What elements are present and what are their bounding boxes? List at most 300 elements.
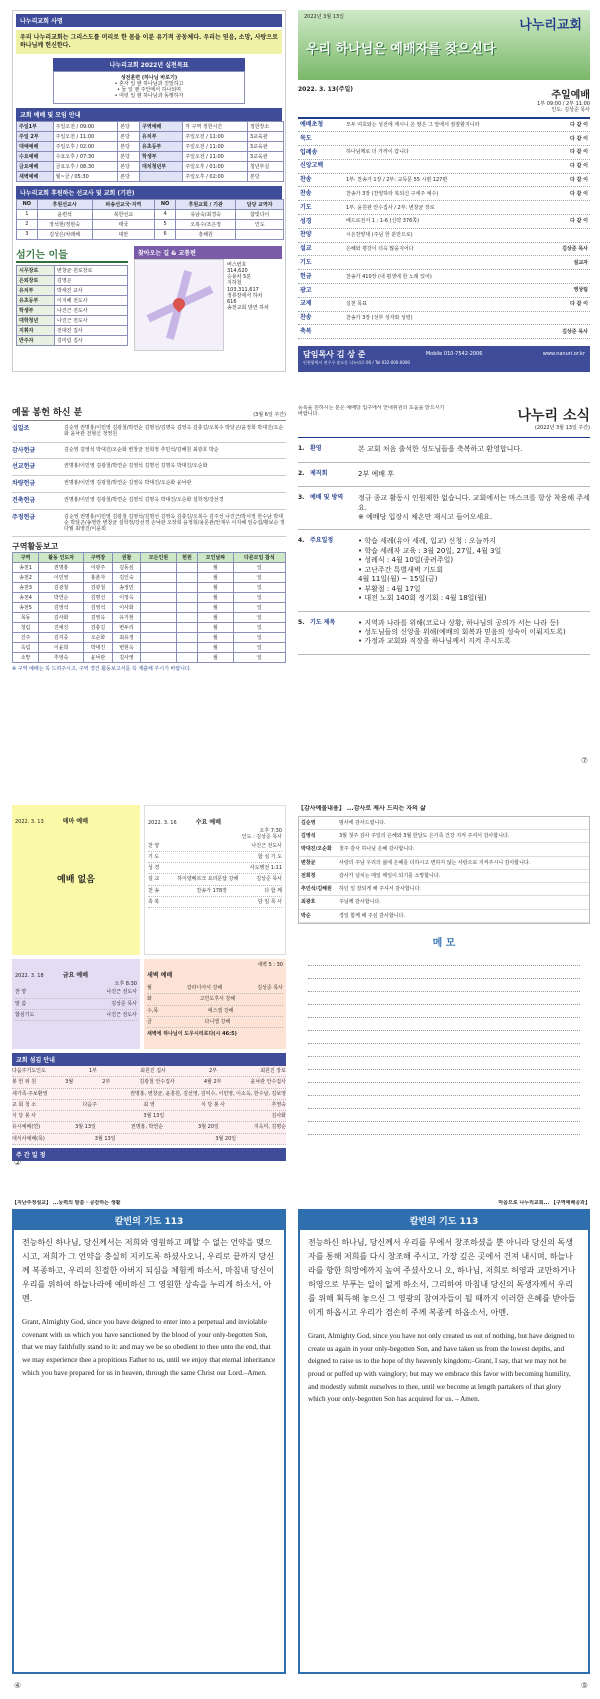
- staff-role: 시무장로: [17, 265, 55, 275]
- worship-cell: 주일오전 / 11:00: [183, 151, 248, 161]
- order-content: 찬송가 3장 (찬양하라 복되신 구세주 예수): [346, 190, 439, 197]
- fri-cell: 찬 양: [15, 989, 27, 996]
- dawn-verse: 새벽에 하나님이 도우시리로다(시 46:5): [147, 1031, 237, 1037]
- theme-worship-panel: [12, 805, 140, 955]
- report-cell: 월: [198, 583, 234, 593]
- wed-cell: 찬송가 178장: [196, 887, 228, 894]
- mission-row: [17, 219, 284, 229]
- duty-row: [12, 1100, 286, 1111]
- order-list: [298, 117, 590, 340]
- report-cell: 김사영: [112, 653, 140, 663]
- order-row: [298, 270, 590, 284]
- dawn-row: [147, 994, 283, 1005]
- sun-date: 2022. 3. 13: [15, 819, 44, 825]
- offering-type: 주정헌금: [12, 513, 36, 521]
- dawn-cell: 김상준 목사: [257, 985, 283, 991]
- staff-name: 김영곤: [55, 275, 128, 285]
- report-row: [13, 623, 286, 633]
- report-head-cell: 모든인원: [141, 553, 177, 563]
- order-row: [298, 119, 590, 133]
- report-cell: [141, 563, 177, 573]
- service-date: 2022. 3. 13(주일): [298, 86, 354, 93]
- thanks-item: [299, 843, 589, 856]
- worship-table: [16, 121, 284, 182]
- memo-line: [308, 979, 580, 992]
- staff-role: 학생부: [17, 305, 55, 315]
- news-body: 2부 예배 후: [358, 469, 394, 478]
- offering-row: [12, 459, 286, 476]
- report-cell: 일: [233, 593, 285, 603]
- offering-type: 건축헌금: [12, 496, 36, 504]
- mission-cell: 윤련석: [37, 209, 92, 219]
- report-cell: 일: [233, 653, 285, 663]
- duty-cell: 다음주: [82, 1101, 97, 1108]
- order-content: 1부: 찬송가 1장 / 2부: 교독문 55 시편 127편: [346, 176, 448, 183]
- duty-cell: 추영숙: [271, 1101, 286, 1108]
- order-content: 하나님께로 더 가까이 갑니다: [346, 149, 409, 156]
- wed-row: [148, 886, 282, 897]
- worship-cell: 3교육관: [247, 151, 283, 161]
- slogan: 우리 하나님은 예배자를 찾으신다: [306, 42, 496, 57]
- report-cell: [141, 573, 177, 583]
- wednesday-panel: [144, 805, 286, 955]
- mission-cell: 4: [155, 209, 176, 219]
- mission-head-cell: NO: [155, 199, 176, 209]
- mission-cell: 김성은/차래해: [37, 229, 92, 239]
- report-cell: 변현옥: [112, 643, 140, 653]
- memo-line: [308, 1018, 580, 1031]
- staff-name: 변창균 원로장로: [55, 265, 128, 275]
- map-info-line: 314,620: [227, 267, 248, 274]
- duty-cell: 김광철 안수집사: [139, 1079, 175, 1086]
- staff-row: [17, 285, 128, 295]
- dawn-cell: 수,목: [147, 1007, 159, 1014]
- prayer-title: 칼빈의 기도 113: [14, 1211, 284, 1230]
- offering-row: [12, 510, 286, 538]
- report-cell: 이민영: [39, 573, 84, 583]
- page-3: [12, 405, 286, 765]
- report-cell: [176, 653, 197, 663]
- duty-cell: 3월 13일: [75, 1124, 96, 1131]
- memo-line: [308, 966, 580, 979]
- report-cell: 김영옥: [84, 613, 112, 623]
- offering-type: 감사헌금: [12, 446, 36, 454]
- worship-row: [17, 161, 284, 171]
- offering-names: 권명홍/이민영 김광철/박연순 김영석 김명선 김명옥 박대진/오순화: [64, 463, 208, 470]
- thanks-name: 추민석/김혜원: [301, 886, 332, 893]
- worship-cell: 주일오후 / 01:00: [183, 161, 248, 171]
- report-cell: 월: [198, 643, 234, 653]
- prayer-title: 칼빈의 기도 113: [300, 1211, 588, 1230]
- mission-cell: 태국: [92, 219, 155, 229]
- report-cell: 목동: [13, 613, 39, 623]
- dawn-time: 새벽 5 : 30: [257, 962, 283, 968]
- mission-cell: 1: [17, 209, 38, 219]
- dawn-cell: 월: [147, 985, 152, 991]
- worship-cell: 구역예배: [140, 121, 183, 131]
- memo-line: [308, 1044, 580, 1057]
- duty-row: [12, 1134, 286, 1145]
- fri-row: [15, 1010, 137, 1021]
- order-label: 찬송: [300, 189, 312, 197]
- staff-row: [17, 315, 128, 325]
- worship-cell: 수요오후 / 07:30: [53, 151, 118, 161]
- report-cell: 월: [198, 603, 234, 613]
- mission-cell: 북한선교: [92, 209, 155, 219]
- duty-cell: 다음주기도인도: [12, 1068, 46, 1074]
- wed-cell: 설 교: [148, 876, 160, 883]
- worship-cell: 본당: [118, 141, 140, 151]
- news-item: [298, 612, 590, 655]
- news-intro: 등록을 원하시는 분은 예배당 입구에서 안내위원의 도움을 받으시기 바랍니다.: [298, 405, 445, 418]
- report-head-cell: 모인날짜: [198, 553, 234, 563]
- report-cell: 김명선: [84, 593, 112, 603]
- order-leader: 김상준 목사: [562, 328, 588, 335]
- news-heading: 기도 제목: [310, 618, 336, 626]
- mission-cell: 인도: [236, 219, 284, 229]
- news-body: • 지역과 나라를 위해(코로나 상황, 하나님의 공의가 서는 나라 등) • 성도님들의 신앙을 위해(예배의 회복과 믿음의 성숙이 이뤄지도록) • 가정과 교회와 직장을 하나님께서 지켜 주시도록: [358, 618, 566, 646]
- report-cell: 송천3: [13, 583, 39, 593]
- news-body: 정규 종교 활동시 인원제한 없습니다. 교회에서는 마스크를 항상 착용해 주세요. ※ 예배당 입장시 체온만 재시고 들어오세요.: [358, 494, 590, 521]
- mission-cell: 대만: [92, 229, 155, 239]
- report-cell: [176, 623, 197, 633]
- worship-cell: 수요예배: [17, 151, 54, 161]
- worship-cell: 주일오전 / 11:00: [53, 131, 118, 141]
- worship-cell: 주일오전 / 11:00: [183, 141, 248, 151]
- order-row: [298, 132, 590, 146]
- fri-cell: 나진근 전도사: [106, 989, 137, 996]
- report-table: [12, 552, 286, 663]
- order-label: 설교: [300, 245, 312, 253]
- mission-table: [16, 199, 284, 240]
- map-info-line: 승용차 5분: [227, 274, 252, 281]
- map-info-line: 616: [227, 299, 237, 306]
- duty-row: [12, 1066, 286, 1077]
- offering-type: 십일조: [12, 425, 30, 432]
- duty-cell: 식 당 봉 사: [201, 1101, 226, 1108]
- page-number: ⑦: [580, 756, 588, 765]
- memo-line: [308, 1083, 580, 1096]
- dawn-cell: 다니엘 강해: [204, 1018, 231, 1025]
- worship-cell: 유초등부: [140, 141, 183, 151]
- report-title: 구역활동보고: [12, 542, 59, 552]
- dawn-row: [147, 1017, 283, 1028]
- dawn-row: [147, 1006, 283, 1017]
- offering-date: (3월 6일 주간): [253, 411, 286, 418]
- staff-table: [16, 265, 128, 346]
- staff-name: 전대진 집사: [55, 325, 128, 335]
- duty-cell: 최 영: [143, 1101, 155, 1108]
- thanks-text: 범사에 감사드립니다.: [339, 819, 386, 826]
- prayer-box: [298, 1209, 590, 1674]
- mission-row: [17, 229, 284, 239]
- mission-cell: 5: [155, 219, 176, 229]
- staff-role: 대학청년: [17, 315, 55, 325]
- worship-cell: 정한장소: [247, 121, 283, 131]
- report-cell: 진주: [13, 633, 39, 643]
- report-cell: 월: [198, 563, 234, 573]
- worship-cell: 대예예배: [17, 141, 54, 151]
- goal-line: • 혼자 일 땐 하나님과 친밀하고: [114, 80, 184, 87]
- mission-text: 우리 나누리교회는 그리스도를 머리로 한 몸을 이룬 유기적 공동체다. 우리는 믿음, 소망, 사랑으로 하나님께 헌신한다.: [16, 30, 282, 54]
- report-cell: 홍춘자: [84, 573, 112, 583]
- duty-cell: 최원진 장로: [260, 1068, 286, 1074]
- order-leader: 다 같 이: [570, 190, 588, 197]
- dawn-cell: 갈라디아서 강해: [186, 985, 223, 991]
- staff-title: 섬기는 이들: [16, 246, 128, 263]
- worship-cell: 청년부실: [247, 161, 283, 171]
- order-row: [298, 243, 590, 257]
- website-link[interactable]: www.nanuri.or.kr: [542, 351, 585, 358]
- map-info-line: 정류장에서 하차: [227, 292, 263, 299]
- thanks-text: 첫주 감사 하나님 은혜 감사합니다.: [339, 846, 415, 853]
- report-cell: [141, 643, 177, 653]
- duty-cell: 교 회 청 소: [12, 1101, 37, 1108]
- duty-cell: 3월 13일: [94, 1135, 116, 1142]
- mobile: Mobile 010-7542-2006: [425, 351, 483, 358]
- map-image: [134, 259, 224, 351]
- report-cell: 송천4: [13, 593, 39, 603]
- report-cell: [141, 653, 177, 663]
- worship-row: [17, 131, 284, 141]
- report-cell: [176, 633, 197, 643]
- report-cell: 이사화: [112, 603, 140, 613]
- duty-cell: 권명홍, 변창균, 윤흥원, 김선영, 김익수, 이민영, 이소옥, 한수남, 김보영: [130, 1090, 286, 1097]
- report-cell: 오순화: [84, 633, 112, 643]
- offering-type: 선교헌금: [12, 463, 36, 471]
- memo-line: [308, 992, 580, 1005]
- mission-head-cell: 후원교회 / 기관: [175, 199, 235, 209]
- order-leader: 설교자: [573, 259, 588, 266]
- order-label: 신앙고백: [300, 162, 324, 170]
- offering-names: 권명홍/이민영 김광철/박연순 김영옥 박대진/오순화 윤낙관: [64, 480, 192, 487]
- report-cell: 이정옥: [112, 593, 140, 603]
- map-info-line: 지하철: [227, 280, 242, 287]
- report-cell: 김지중: [39, 633, 84, 643]
- report-cell: [176, 613, 197, 623]
- offering-title: 예물 봉헌 하신 분: [12, 408, 83, 418]
- dawn-panel: [144, 959, 286, 1049]
- fri-cell: 나진근 전도사: [106, 1011, 137, 1018]
- staff-row: [17, 275, 128, 285]
- duty-cell: 대식사예배(목): [12, 1135, 45, 1142]
- memo-title: 메 모: [432, 937, 456, 949]
- worship-cell: 월~금 / 05:30: [53, 171, 118, 181]
- order-row: [298, 174, 590, 188]
- report-cell: 옥림: [13, 643, 39, 653]
- mission-head-cell: 담당 교역자: [236, 199, 284, 209]
- worship-cell: 금요오후 / 08:30: [53, 161, 118, 171]
- thanks-text: 사랑의 주님 우리의 삶에 은혜를 더하시고 변하지 않는 사랑으로 지켜주시니 감사합니다.: [339, 859, 531, 866]
- order-leader: 다 같 이: [570, 121, 588, 128]
- report-head-cell: 다른모임 참석: [233, 553, 285, 563]
- memo-line: [308, 1096, 580, 1109]
- order-row: [298, 160, 590, 174]
- news-heading: 제직회: [310, 469, 328, 477]
- staff-row: [17, 325, 128, 335]
- mission-cell: 2: [17, 219, 38, 229]
- friday-panel: [12, 959, 140, 1049]
- news-heading: 예배 및 방역: [310, 494, 344, 502]
- map-info-line: 송천교회 방면 하차: [227, 305, 269, 312]
- order-content: 시온찬양대 (주님 한 분만으로): [346, 232, 413, 239]
- news-list: [298, 437, 590, 655]
- wed-row: [148, 897, 282, 908]
- order-leader: 다 같 이: [570, 149, 588, 156]
- report-cell: 김영석: [84, 603, 112, 613]
- report-cell: 월: [198, 653, 234, 663]
- duty-cell: 식 당 봉 사: [12, 1113, 37, 1119]
- mission-head-cell: NO: [17, 199, 38, 209]
- report-cell: 일: [233, 603, 285, 613]
- dawn-cell: 고린도후서 강해: [199, 996, 236, 1003]
- page-5: [12, 805, 286, 1167]
- order-row: [298, 256, 590, 270]
- order-label: 헌금: [300, 272, 312, 280]
- duty-bar: 교회 섬김 안내: [12, 1053, 286, 1066]
- worship-cell: 주일 2부: [17, 131, 54, 141]
- offering-names: 권명홍/이민영 김광철/박연순 김영석 김명옥 박대진/오순화 설학정/강선경: [64, 496, 224, 503]
- offering-names: 김순영 김영석 박대진/오순화 변창균 전희정 추민석/김혜원 최광호 박순: [64, 446, 219, 453]
- worship-cell: 금요예배: [17, 161, 54, 171]
- staff-role: 유치부: [17, 285, 55, 295]
- report-cell: 추영숙: [39, 653, 84, 663]
- memo-area[interactable]: [308, 953, 580, 1135]
- worship-row: [17, 171, 284, 181]
- report-footnote: ※ 구역 예배는 꼭 드려주시고, 구역 경건 활동보고서를 꼭 제출해 주시기 바랍니다.: [12, 666, 192, 673]
- duty-cell: 윤낙관 안수집사: [250, 1079, 286, 1086]
- wed-date: 2022. 3. 16: [148, 820, 177, 826]
- duty-cell: 김사화: [271, 1113, 286, 1119]
- order-content: 베드로전서 1 : 1-6 (신약 376쪽): [346, 218, 420, 225]
- report-cell: 김광철: [39, 583, 84, 593]
- pastor-line: 담임목사 김 상 준: [303, 350, 366, 359]
- dawn-title: 새벽 예배: [147, 972, 173, 979]
- news-number: 1.: [298, 445, 305, 453]
- order-label: 기도: [300, 203, 312, 211]
- report-row: [13, 563, 286, 573]
- report-cell: [141, 583, 177, 593]
- worship-row: [17, 121, 284, 131]
- report-cell: 월: [198, 613, 234, 623]
- worship-cell: 3교육관: [247, 131, 283, 141]
- staff-row: [17, 265, 128, 275]
- order-row: [298, 229, 590, 243]
- report-cell: 진예진: [39, 623, 84, 633]
- offering-row: [12, 443, 286, 460]
- wed-cell: 다 함 께: [264, 887, 282, 894]
- order-label: 찬양: [300, 231, 312, 239]
- wed-row: [148, 863, 282, 874]
- thanks-text: 하던 일 잘되게 해 주셔서 감사합니다.: [339, 886, 421, 893]
- news-body: • 학습 세례(유아 세례, 입교) 신청 : 오늘까지 • 학습 세례자 교육 : 3월 20일, 27일, 4월 3일 • 성례식 : 4월 10일(종려주일) • 고난주간 특별새벽 기도회 4월 11일(월) ~ 15일(금) • 부활절 : 4월 17일 • 대전 노회 140회 정기회 : 4월 18일(월): [358, 537, 502, 603]
- news-item: [298, 463, 590, 487]
- wed-leader: 인도 : 김상준 목사: [241, 834, 282, 841]
- thanks-item: [299, 870, 589, 883]
- duty-row: [12, 1122, 286, 1133]
- report-cell: 일: [233, 643, 285, 653]
- report-cell: 일: [233, 573, 285, 583]
- dawn-cell: 에스겔 강해: [207, 1007, 234, 1014]
- memo-line: [308, 1109, 580, 1122]
- order-row: [298, 325, 590, 339]
- mission-head-cell: 후원선교사: [37, 199, 92, 209]
- order-row: [298, 284, 590, 298]
- worship-cell: 새벽예배: [17, 171, 54, 181]
- news-number: 4.: [298, 537, 305, 545]
- wed-cell: 하이델베르크 요리문답 강해: [177, 876, 239, 883]
- news-number: 3.: [298, 494, 305, 502]
- report-row: [13, 603, 286, 613]
- service-time: 1부 09:00 / 2부 11:00: [537, 101, 590, 107]
- worship-bar: 교회 예배 및 모임 안내: [16, 108, 282, 121]
- order-leader: 다 같 이: [570, 218, 588, 225]
- worship-cell: 본당: [118, 161, 140, 171]
- page-6: [298, 805, 590, 1167]
- report-head-cell: 권찰: [112, 553, 140, 563]
- report-cell: 김영석: [39, 603, 84, 613]
- report-cell: [176, 593, 197, 603]
- order-label: 축복: [300, 327, 312, 335]
- goal-line: 성전훈련 (하나님 바로기): [120, 74, 178, 81]
- worship-cell: 주일오후 / 02:00: [183, 171, 248, 181]
- order-leader: 영상팀: [573, 287, 588, 294]
- mission-cell: 오복수/조은정: [175, 219, 235, 229]
- thanks-list: [298, 816, 590, 924]
- order-label: 찬송: [300, 176, 312, 184]
- duty-cell: 1부: [88, 1068, 97, 1074]
- report-cell: [141, 603, 177, 613]
- wed-time: 오후 7:30: [259, 828, 282, 834]
- mission-head-cell: 파송선교국·지역: [92, 199, 155, 209]
- report-cell: 일: [233, 633, 285, 643]
- wed-row: [148, 841, 282, 852]
- wed-cell: 찬 양: [148, 842, 160, 849]
- thanks-text: 3월 첫주 감사 주일의 은혜와 3월 한달도 은가족 건강 지켜 주셔서 감사합니다.: [339, 833, 510, 840]
- mission-row: [17, 209, 284, 219]
- report-cell: 송정민: [112, 583, 140, 593]
- news-number: 2.: [298, 469, 305, 477]
- report-cell: 김동심: [112, 563, 140, 573]
- wed-cell: 찬 송: [148, 887, 160, 894]
- map-title: 찾아오는 길 & 교통편: [134, 246, 282, 259]
- report-cell: [141, 593, 177, 603]
- report-cell: 일: [233, 583, 285, 593]
- thanks-item: [299, 883, 589, 896]
- duty-row: [12, 1077, 286, 1088]
- offering-row: [12, 493, 286, 510]
- thanks-name: 김영석: [301, 833, 316, 840]
- order-leader: 다 같 이: [570, 135, 588, 142]
- duty-table: [12, 1066, 286, 1145]
- prayer-korean: 전능하신 하나님, 당신께서 우리를 무에서 창조하셨을 뿐 아니라 당신의 독생자를 통해 저희를 다시 창조해 주시고, 가장 깊은 곳에서 건져 내시며, 하늘나라를 향한 희망에까지 높여 주셨사오니 오, 하나님, 저희로 허영과 교만하거나 허영으로 부푸는 일이 없게 하소서, 그리하여 마침내 당신의 독생자께서 우리를 위해 획득해 놓으신 그 영광의 참여자들이 될 때까지 이러한 은혜를 받아들이게 하옵시고 우리가 겸손히 주께 복종케 하옵소서, 아멘.: [308, 1238, 576, 1318]
- mission-support-bar: 나누리교회 후원하는 선교사 및 교회 (기관): [16, 186, 282, 199]
- report-head-cell: 구역: [13, 553, 39, 563]
- memo-line: [308, 1122, 580, 1135]
- offering-list: [12, 421, 286, 537]
- mission-cell: 참빛다이: [236, 209, 284, 219]
- fri-row: [15, 999, 137, 1010]
- report-cell: 월: [198, 623, 234, 633]
- wed-cell: 나진근 전도사: [251, 842, 282, 849]
- thanks-name: 최광호: [301, 899, 316, 906]
- report-cell: [176, 573, 197, 583]
- order-label: 광고: [300, 286, 312, 294]
- wed-cell: 합 심 기 도: [257, 853, 282, 860]
- dawn-cell: 화: [147, 996, 152, 1003]
- page-4: [298, 405, 590, 765]
- duty-cell: 권명홍, 박연순: [130, 1124, 164, 1131]
